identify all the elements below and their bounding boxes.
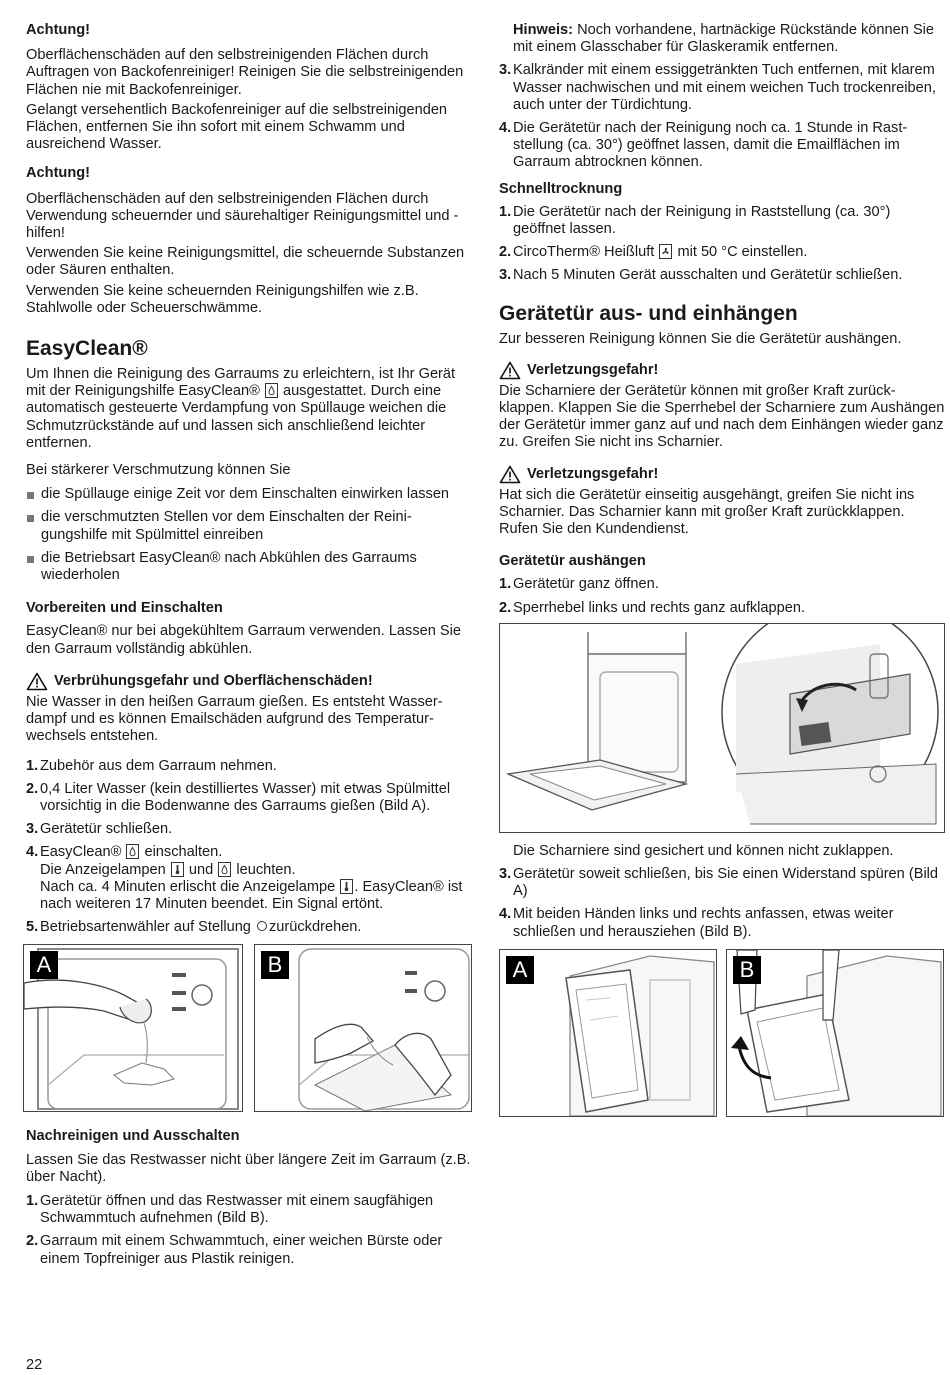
warning-triangle-icon (499, 465, 521, 484)
list-item: 2. 0,4 Liter Wasser (kein destilliertes Wasser) mit etwas Spülmittel vorsichtig in die Bodenwanne des Garraums gießen (Bild A). (26, 780, 451, 814)
list-item: 4. Mit beiden Händen links und rechts anfassen, etwas weiter schließen und herausziehen (Bild B). (499, 906, 894, 940)
steps-list (499, 62, 945, 171)
easyclean-icon (265, 383, 278, 398)
list-item: 1. Gerätetür ganz öffnen. (499, 576, 659, 593)
list-item: die verschmutzten Stellen vor dem Einschalten der Reinigungshilfe mit Spülmittel einreiben (26, 509, 472, 543)
list-item: 1. Die Gerätetür nach der Reinigung in Raststellung (ca. 30°) geöffnet lassen. (499, 203, 891, 238)
list-item: 3. Nach 5 Minuten Gerät ausschalten und Gerätetür schließen. (499, 267, 903, 284)
figure-row (499, 949, 945, 1119)
steps-list (499, 204, 945, 285)
figure-a-close-door (499, 949, 717, 1117)
list-item: die Betriebsart EasyClean® nach Abkühlen des Garraums wiederholen (26, 550, 472, 584)
off-position-icon (257, 921, 267, 931)
list-item: die Spüllauge einige Zeit vor dem Einschalten einwirken lassen (26, 486, 472, 503)
steps-list (499, 576, 945, 616)
paragraph: Bei stärkerer Verschmutzung können Sie (26, 462, 291, 479)
danger-text: Die Scharniere der Gerätetür können mit großer Kraft zurückklappen. Klappen Sie die Sperrhebel der Scharniere zum Aushängen der Gerätetür immer ganz auf und nach dem Einhängen wieder ganz zu. Greifen Sie nicht ins Scharnier. (499, 382, 945, 451)
danger-text: Hat sich die Gerätetür einseitig ausgehängt, greifen Sie nicht ins Scharnier. Das Scharnier kann mit großer Kraft zurückklappen. Rufen Sie den Kundendienst. (499, 486, 915, 538)
warning-text: Oberflächenschäden auf den selbstreinigenden Flächen durch Verwendung scheuernder und säurehaltiger Reinigungsmittel und -hilfen! (26, 190, 459, 242)
warning-text: Gelangt versehentlich Backofenreiniger auf die selbstreinigenden Flächen, entfernen Sie ihn sofort mit einem Schwamm und ausreichend Wasser. (26, 101, 448, 153)
warning-text: Verwenden Sie keine Reinigungsmittel, die scheuernde Substanzen oder Säuren enthalten. (26, 245, 465, 279)
subsection-title: Nachreinigen und Ausschalten (26, 1128, 240, 1145)
warning-triangle-icon (26, 672, 48, 691)
danger-heading: Verletzungsgefahr! (499, 465, 945, 484)
warning-text: Oberflächenschäden auf den selbstreinigenden Flächen durch Auftragen von Backofenreiniger! Reinigen Sie die selbstreinigenden Flächen nie mit Backofenreiniger. (26, 47, 464, 98)
note-paragraph: Die Scharniere sind gesichert und können nicht zuklappen. (513, 842, 894, 859)
intro-paragraph: Um Ihnen die Reinigung des Garraums zu erleichtern, ist Ihr Gerät mit der Reinigungshilfe EasyClean® ausgestattet. Durch eine automatisch gesteuerte Verdampfung von Spüllauge weichen die Schmutzrückstände auf und lassen sich anschließend leichter entfernen. (26, 366, 456, 451)
paragraph: Zur besseren Reinigung können Sie die Gerätetür aushängen. (499, 330, 902, 347)
warning-triangle-icon (499, 361, 521, 380)
figure-label: B (261, 951, 289, 979)
subsection-title: Vorbereiten und Einschalten (26, 600, 223, 617)
danger-heading: Verletzungsgefahr! (499, 361, 945, 380)
warning-title: Achtung! (26, 22, 91, 38)
section-title-door: Gerätetür aus- und einhängen (499, 301, 798, 325)
list-item: 5. Betriebsartenwähler auf Stellung zurückdrehen. (26, 919, 362, 936)
warning-text: Verwenden Sie keine scheuernden Reinigungshilfen wie z.B. Stahlwolle oder Scheuerschwämme. (26, 282, 419, 316)
figure-row (26, 944, 472, 1114)
figure-label: A (506, 956, 534, 984)
paragraph: EasyClean® nur bei abgekühltem Garraum verwenden. Lassen Sie den Garraum vollständig abkühlen. (26, 623, 462, 657)
figure-b-pull-door (726, 949, 944, 1117)
thermometer-icon (171, 862, 184, 877)
warning-title: Achtung! (26, 165, 91, 182)
list-item: 1. Zubehör aus dem Garraum nehmen. (26, 757, 277, 774)
figure-hinge-lever (499, 623, 945, 833)
page-number: 22 (26, 1357, 43, 1373)
section-title-easyclean: EasyClean® (26, 337, 148, 361)
fan-icon (659, 244, 672, 259)
right-column (499, 22, 945, 1119)
subsection-title: Schnelltrocknung (499, 180, 623, 197)
figure-label: A (30, 951, 58, 979)
list-item: 3. Kalkränder mit einem essiggetränkten Tuch entfernen, mit klarem Wasser nachwischen und mit einem weichen Tuch trockenreiben, auch unter der Türdichtung. (499, 62, 936, 113)
list-item: 4. EasyClean® einschalten. Die Anzeigelampen und leuchten. Nach ca. 4 Minuten erlischt die Anzeigelampe . EasyClean® ist nach weiteren 17 Minuten beendet. Ein Signal ertönt. (26, 844, 463, 912)
hint-paragraph: Hinweis: Noch vorhandene, hartnäckige Rückstände können Sie mit einem Glasschaber für Glaskeramik entfernen. (513, 22, 935, 56)
subsection-title: Gerätetür aushängen (499, 553, 646, 570)
easyclean-icon (126, 844, 139, 859)
steps-list (499, 866, 945, 941)
paragraph: Lassen Sie das Restwasser nicht über längere Zeit im Garraum (z.B. über Nacht). (26, 1151, 471, 1185)
list-item: 2. Garraum mit einem Schwammtuch, einer weichen Bürste oder einem Topfreiniger aus Plastik reinigen. (26, 1233, 443, 1267)
list-item: 4. Die Gerätetür nach der Reinigung noch ca. 1 Stunde in Raststellung (ca. 30°) geöffnet lassen, damit die Emailflächen im Garraum abtrocknen können. (499, 120, 908, 171)
danger-text: Nie Wasser in den heißen Garraum gießen. Es entsteht Wasserdampf und es können Emailschäden aufgrund des Temperaturwechsels entstehen. (26, 693, 443, 745)
danger-heading: Verbrühungsgefahr und Oberflächenschäden! (26, 672, 472, 691)
figure-a-fill-water (23, 944, 243, 1112)
list-item: 3. Gerätetür soweit schließen, bis Sie einen Widerstand spüren (Bild A) (499, 866, 939, 900)
list-item: 1. Gerätetür öffnen und das Restwasser mit einem saugfähigen Schwammtuch aufnehmen (Bild B). (26, 1192, 434, 1227)
thermometer-icon (340, 879, 353, 894)
figure-label: B (733, 956, 761, 984)
steps-list (26, 758, 472, 937)
figure-b-wipe-water (254, 944, 472, 1112)
bullet-list (26, 486, 472, 584)
steps-list (26, 1193, 472, 1268)
list-item: 3. Gerätetür schließen. (26, 821, 173, 838)
easyclean-icon (218, 862, 231, 877)
list-item: 2. CircoTherm® Heißluft mit 50 °C einstellen. (499, 244, 808, 261)
left-column (26, 22, 472, 1274)
list-item: 2. Sperrhebel links und rechts ganz aufklappen. (499, 599, 806, 616)
